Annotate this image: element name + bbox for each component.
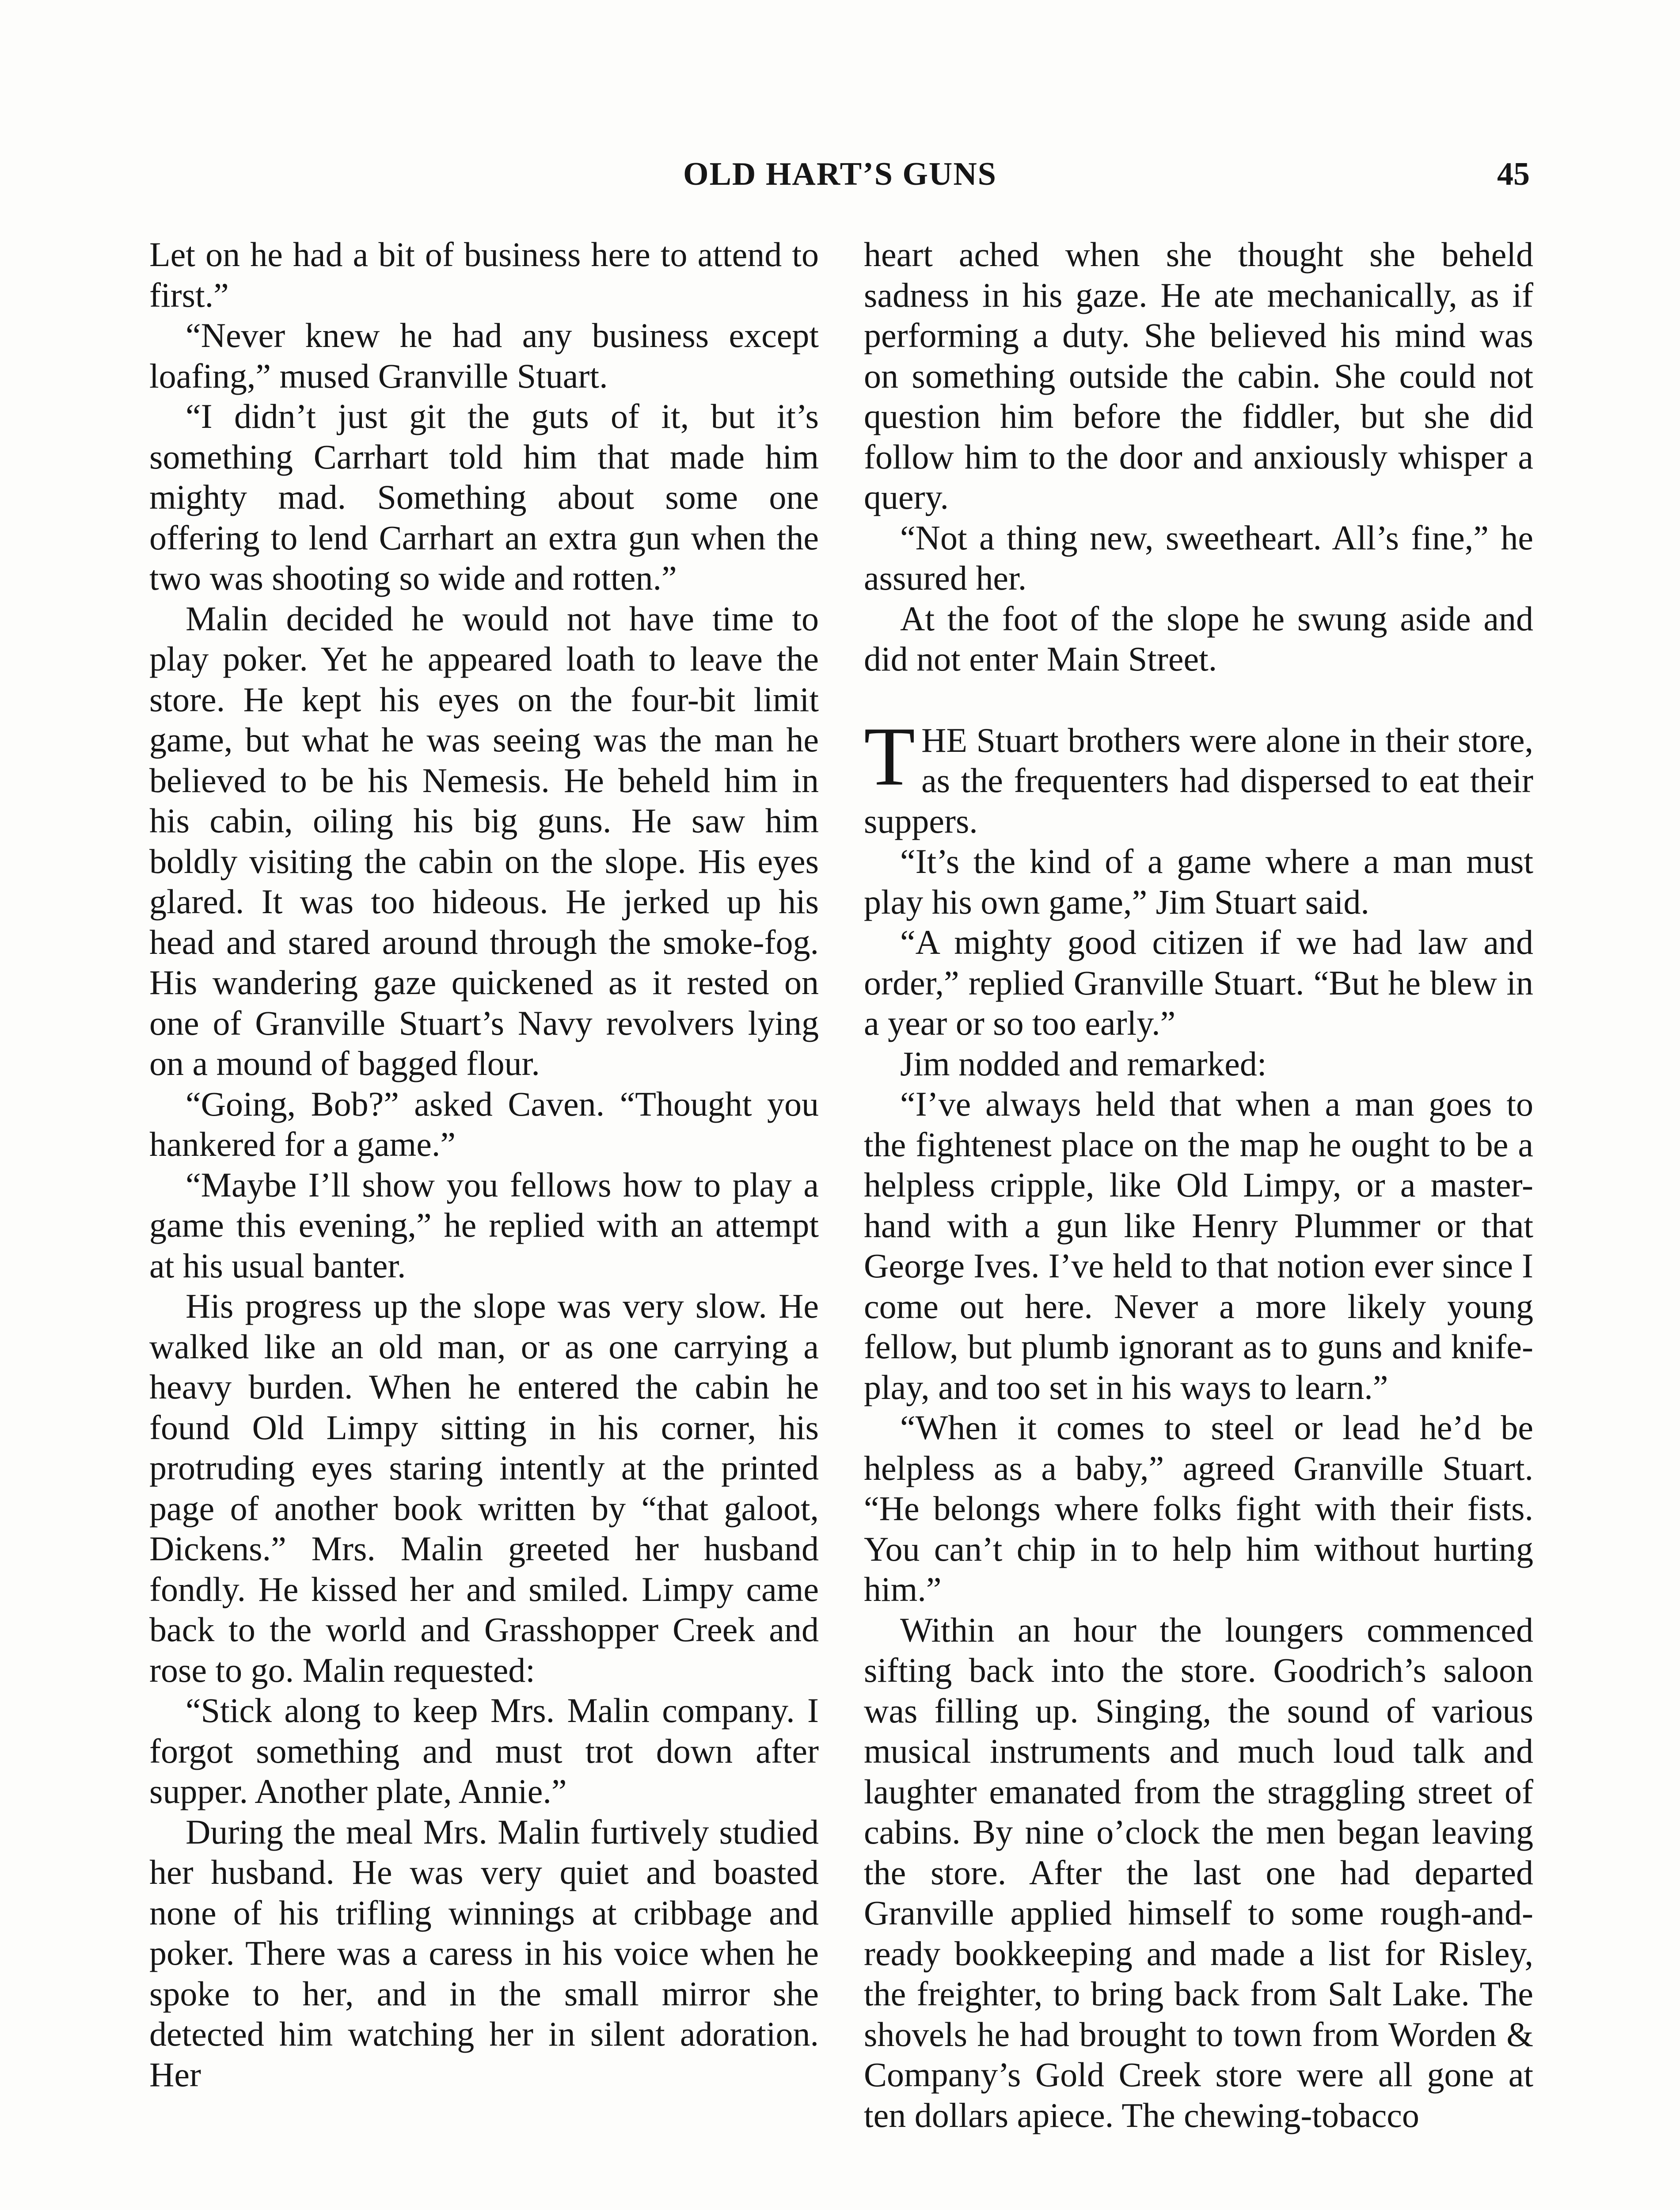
drop-cap-letter: T: [864, 710, 916, 803]
paragraph: “I’ve always held that when a man goes to the fightenest place on the map he ought to be a helpless cripple, like Old Limpy, or a master-hand with a gun like Henry Plummer or that George Ives. I’ve held to that notion ever since I come out here. Never a more likely young fellow, but plumb ignorant as to guns and knife-play, and too set in his ways to learn.”: [864, 1085, 1533, 1406]
paragraph: “Maybe I’ll show you fellows how to play a game this evening,” he replied with an attempt at his usual banter.: [149, 1165, 819, 1285]
paragraph: “Stick along to keep Mrs. Malin company. I forgot something and must trot down after supper. Another plate, Annie.”: [149, 1691, 819, 1810]
paragraph: “I didn’t just git the guts of it, but it’s something Carrhart told him that made him mighty mad. Something about some one offering to lend Carrhart an extra gun when the two was shooting so wide and rotten.”: [149, 397, 819, 597]
right-text-column: [864, 234, 1533, 2135]
paragraph: “Never knew he had any business except loafing,” mused Granville Stuart.: [149, 316, 819, 395]
paragraph: “When it comes to steel or lead he’d be helpless as a baby,” agreed Granville Stuart. “He belongs where folks fight with their fists. You can’t chip in to help him without hurting him.”: [864, 1408, 1533, 1608]
paragraph: “Not a thing new, sweetheart. All’s fine,” he assured her.: [864, 518, 1533, 597]
paragraph: “Going, Bob?” asked Caven. “Thought you hankered for a game.”: [149, 1084, 819, 1163]
section-break: [864, 679, 1533, 720]
paragraph: “A mighty good citizen if we had law and order,” replied Granville Stuart. “But he blew in a year or so too early.”: [864, 923, 1533, 1042]
paragraph: Let on he had a bit of business here to attend to first.”: [149, 235, 819, 314]
paragraph: Malin decided he would not have time to play poker. Yet he appeared loath to leave the store. He kept his eyes on the four-bit limit game, but what he was seeing was the man he believed to be his Nemesis. He beheld him in his cabin, oiling his big guns. He saw him boldly visiting the cabin on the slope. His eyes glared. It was too hideous. He jerked up his head and stared around through the smoke-fog. His wandering gaze quickened as it rested on one of Granville Stuart’s Navy revolvers lying on a mound of bagged flour.: [149, 599, 819, 1082]
paragraph: During the meal Mrs. Malin furtively studied her husband. He was very quiet and boasted none of his trifling winnings at cribbage and poker. There was a caress in his voice when he spoke to her, and in the small mirror she detected him watching her in silent adoration. Her: [149, 1812, 819, 2094]
paragraph: “It’s the kind of a game where a man must play his own game,” Jim Stuart said.: [864, 842, 1533, 921]
page-number: 45: [1497, 156, 1530, 192]
paragraph: heart ached when she thought she beheld sadness in his gaze. He ate mechanically, as if performing a duty. She believed his mind was on something outside the cabin. She could not question him before the fiddler, but she did follow him to the door and anxiously whisper a query.: [864, 235, 1533, 516]
paragraph: Jim nodded and remarked:: [900, 1044, 1267, 1083]
opening-paragraph-text: HE Stuart brothers were alone in their store, as the frequenters had dispersed to eat their suppers.: [864, 720, 1533, 840]
paragraph: His progress up the slope was very slow. He walked like an old man, or as one carrying a heavy burden. When he entered the cabin he found Old Limpy sitting in his corner, his protruding eyes staring intently at the printed page of another book written by “that galoot, Dickens.” Mrs. Malin greeted her husband fondly. He kissed her and smiled. Limpy came back to the world and Grasshopper Creek and rose to go. Malin requested:: [149, 1287, 819, 1689]
paragraph: Within an hour the loungers commenced sifting back into the store. Goodrich’s saloon was filling up. Singing, the sound of various musical instruments and much loud talk and laughter emanated from the straggling street of cabins. By nine o’clock the men began leaving the store. After the last one had departed Granville applied himself to some rough-and-ready bookkeeping and made a list for Risley, the freighter, to bring back from Salt Lake. The shovels he had brought to town from Worden & Company’s Gold Creek store were all gone at ten dollars apiece. The chewing-tobacco: [864, 1610, 1533, 2134]
left-text-column: [149, 234, 819, 2095]
paragraph: At the foot of the slope he swung aside and did not enter Main Street.: [864, 599, 1533, 678]
running-header-title: OLD HART’S GUNS: [683, 156, 997, 192]
section-opening-paragraph: [864, 710, 1533, 842]
